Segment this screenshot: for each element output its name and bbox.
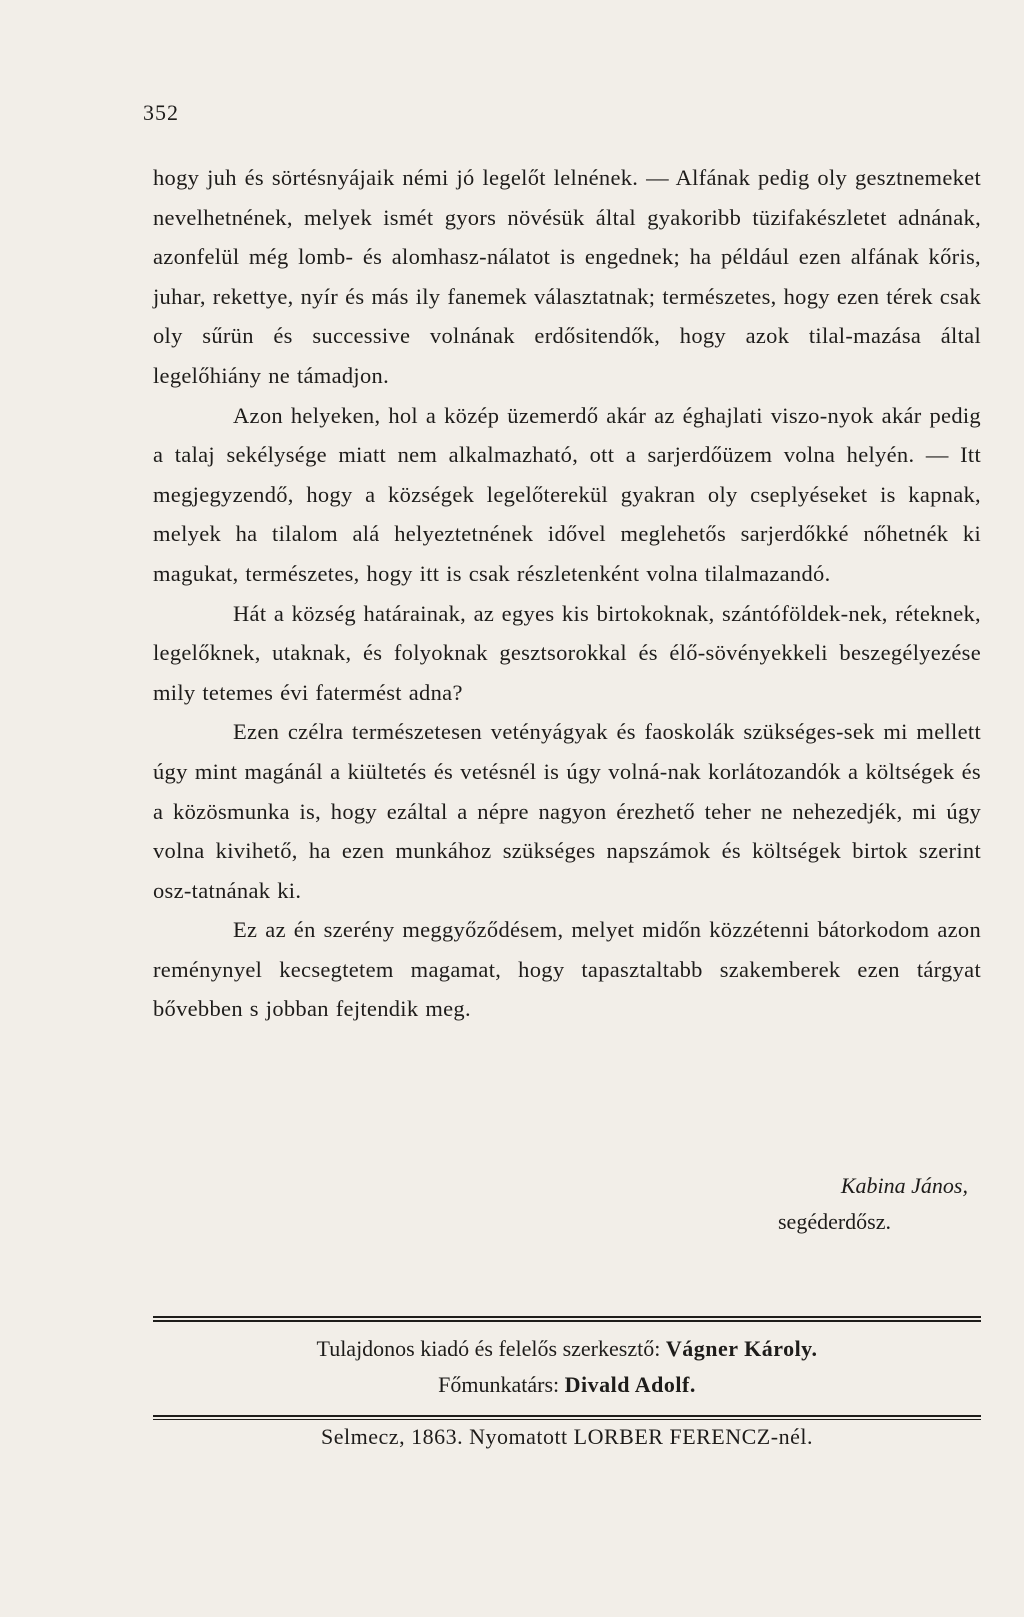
article-body (153, 158, 981, 1029)
paragraph-5: Ez az én szerény meggyőződésem, melyet midőn közzétenni bátorkodom azon reménynyel kecsegtetem magamat, hogy tapasztaltabb szakemberek ezen tárgyat bővebben s jobban fejtendik meg. (153, 917, 981, 1022)
divider-rule-thin (153, 1320, 981, 1322)
associate-label: Főmunkatárs: (438, 1372, 560, 1397)
divider-rule (153, 1316, 981, 1318)
author-name: Kabina János, (840, 1173, 968, 1198)
printer-line: Selmecz, 1863. Nyomatott LORBER FERENCZ-nél. (321, 1424, 813, 1449)
imprint-owner-line (153, 1336, 981, 1362)
paragraph-3: Hát a község határainak, az egyes kis birtokoknak, szántóföldek-nek, réteknek, legelőknek, utaknak, és folyoknak gesztsorokkal és élő-sövényekkeli beszegélyezése mily tetemes évi fatermést adna? (153, 600, 981, 705)
paragraph-1: hogy juh és sörtésnyájaik némi jó legelőt lelnének. — Alfának pedig oly gesztnemeket nevelhetnének, melyek ismét gyors növésük által gyakoribb tüzifakészletet adnának, azonfelül még lomb- és alomhasz-nálatot is engednek; ha például ezen alfának kőris, juhar, rekettye, nyír és más ily fanemek választatnak; természetes, hogy ezen térek csak oly sűrün és successive volnának erdősitendők, hogy azok tilal-mazása által legelőhiány ne támadjon. (153, 165, 981, 388)
divider-rule-lower-thin (153, 1419, 981, 1420)
imprint-associate-line (153, 1372, 981, 1398)
divider-rule-lower (153, 1415, 981, 1417)
owner-label: Tulajdonos kiadó és felelős szerkesztő: (316, 1336, 661, 1361)
paragraph-2: Azon helyeken, hol a közép üzemerdő akár az éghajlati viszo-nyok akár pedig a talaj sekélysége miatt nem alkalmazható, ott a sarjerdőüzem volna helyén. — Itt megjegyzendő, hogy a községek legelőterekül gyakran oly cseplyéseket is kapnak, melyek ha tilalom alá helyeztetnének idővel meglehetős sarjerdőkké nőhetnék ki magukat, természetes, hogy itt is csak részletenként volna tilalmazandó. (153, 402, 981, 586)
signature-block (760, 1168, 980, 1240)
author-title: segéderdősz. (778, 1209, 892, 1234)
page-number: 352 (143, 100, 179, 125)
owner-name: Vágner Károly. (665, 1336, 818, 1361)
associate-name: Divald Adolf. (564, 1372, 696, 1397)
paragraph-4: Ezen czélra természetesen vetényágyak és faoskolák szükséges-sek mi mellett úgy mint magánál a kiültetés és vetésnél is úgy volná-nak korlátozandók a költségek és a közösmunka is, hogy ezáltal a népre nagyon érezhető teher ne nehezedjék, mi úgy volna kivihető, ha ezen munkához szükséges napszámok és költségek birtok szerint osz-tatnának ki. (153, 719, 981, 903)
